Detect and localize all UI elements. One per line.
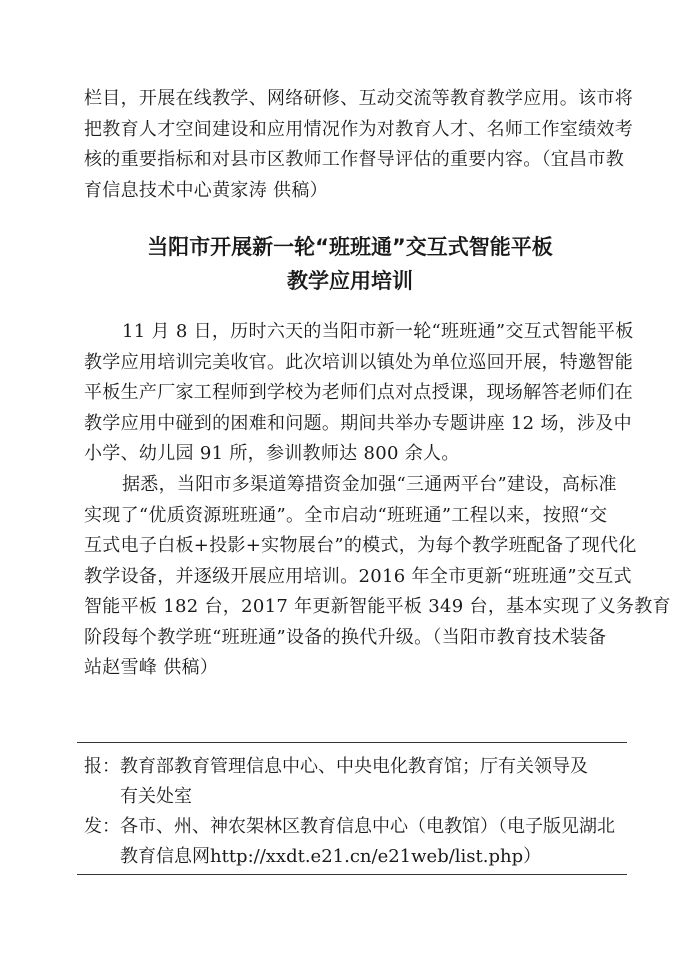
paragraph-line: 教学设备，并逐级开展应用培训。2016 年全市更新“班班通”交互式	[84, 565, 632, 587]
report-row	[84, 752, 644, 782]
send-row-continued: 教育信息网http://xxdt.e21.cn/e21web/list.php）	[120, 846, 542, 867]
paragraph-line: 教学应用中碰到的困难和问题。期间共举办专题讲座 12 场，涉及中	[84, 412, 632, 434]
report-line: 教育部教育管理信息中心、中央电化教育馆；厅有关领导及	[120, 756, 588, 777]
article-paragraph-1	[84, 317, 634, 470]
article-title-line: 当阳市开展新一轮“班班通”交互式智能平板	[147, 235, 553, 259]
article-title-line: 教学应用培训	[287, 269, 413, 293]
paragraph-line: 平板生产厂家工程师到学校为老师们点对点授课，现场解答老师们在	[84, 382, 633, 403]
article-paragraph-2	[84, 470, 671, 684]
paragraph-line: 站赵雪峰 供稿）	[84, 657, 219, 678]
send-label: 发：	[84, 816, 120, 837]
previous-article-tail	[84, 84, 633, 206]
paragraph-line: 小学、幼儿园 91 所，参训教师达 800 余人。	[84, 443, 460, 464]
send-line: 各市、州、神农架林区教育信息中心（电教馆）（电子版见湖北	[120, 816, 615, 837]
paragraph-line: 实现了“优质资源班班通”。全市启动“班班通”工程以来，按照“交	[84, 504, 608, 526]
paragraph-line: 教学应用培训完美收官。此次培训以镇处为单位巡回开展，特邀智能	[84, 351, 633, 373]
report-row-continued: 有关处室	[120, 786, 192, 807]
divider-bottom	[77, 874, 627, 875]
report-label: 报：	[84, 756, 120, 777]
send-row	[84, 812, 644, 842]
paragraph-line: 11 月 8 日，历时六天的当阳市新一轮“班班通”交互式智能平板	[122, 321, 634, 342]
prev-article-line: 把教育人才空间建设和应用情况作为对教育人才、名师工作室绩效考	[84, 118, 633, 140]
paragraph-line: 据悉，当阳市多渠道筹措资金加强“三通两平台”建设，高标准	[122, 474, 617, 495]
prev-article-line: 育信息技术中心黄家涛 供稿）	[84, 179, 328, 201]
paragraph-line: 互式电子白板+投影+实物展台”的模式，为每个教学班配备了现代化	[84, 535, 637, 556]
paragraph-line: 智能平板 182 台，2017 年更新智能平板 349 台，基本实现了义务教育	[84, 596, 671, 617]
paragraph-line: 阶段每个教学班“班班通”设备的换代升级。（当阳市教育技术装备	[84, 626, 607, 648]
distribution-list	[84, 752, 644, 872]
divider-top	[77, 742, 627, 743]
prev-article-line: 栏目，开展在线教学、网络研修、互动交流等教育教学应用。该市将	[84, 88, 633, 109]
article-title	[80, 230, 620, 298]
prev-article-line: 核的重要指标和对县市区教师工作督导评估的重要内容。（宜昌市教	[84, 149, 624, 170]
